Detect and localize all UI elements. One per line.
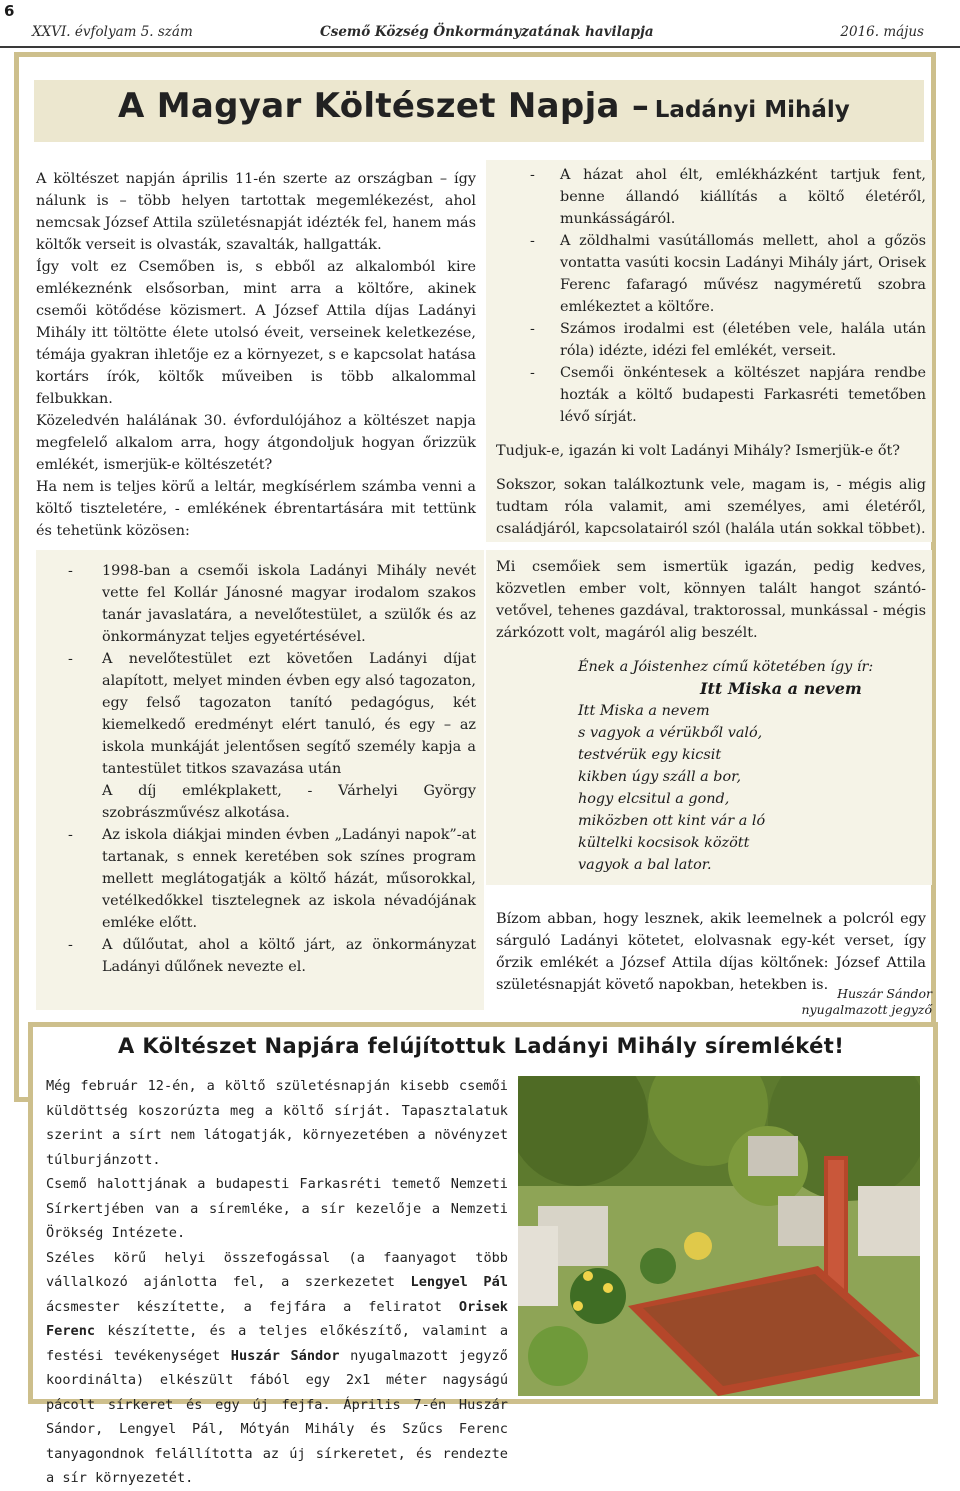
list-item: - Számos irodalmi est (életében vele, halála után róla) idézte, idézi fel emlékét, verseit.	[530, 321, 926, 359]
second-article-title: A Költészet Napjára felújítottuk Ladányi Mihály síremlékét!	[118, 1034, 845, 1058]
intro-paragraph: Ha nem is teljes körű a leltár, megkísérlem számba venni a költő tiszteletére, - emlékének ébrentartására mit tettünk és tehetünk közösen:	[36, 479, 476, 539]
page-number: 6	[4, 2, 15, 20]
title-main: A Magyar Költészet Napja –	[118, 86, 650, 126]
second-article-body	[46, 1074, 508, 1491]
article-title	[118, 86, 858, 126]
author-role: nyugalmazott jegyző	[801, 1002, 932, 1017]
poem-line: kültelki kocsisok között	[578, 835, 750, 851]
running-header	[30, 22, 928, 44]
list-item: - 1998-ban a csemői iskola Ladányi Mihály nevét vette fel Kollár Jánosné magyar irodalom szakos tanár javaslatára, a nevelőtestület, a szülők és az önkormányzat teljes egyetértésével.	[68, 563, 476, 645]
article-paragraph: Széles körű helyi összefogással (a faanyagot több vállalkozó ajánlotta fel, a szerkezetet Lengyel Pál ácsmester készítette, a fejfára a feliratot Orisek Ferenc készítette, és a teljes előkészítő, valamint a festési tevékenységet Huszár Sándor nyugalmazott jegyző koordinálta) elkészült fából egy 2x1 méter nagyságú pácolt sírkeret és egy új fejfa. Április 7-én Huszár Sándor, Lengyel Pál, Mótyán Mihály és Szűcs Ferenc tanyagondnok felállította az új sírkeretet, és rendezte a sír környezetét.	[46, 1249, 508, 1486]
poem-intro: Ének a Jóistenhez című kötetében így ír:	[578, 659, 874, 675]
tribute-list-left	[64, 560, 476, 978]
reflection-column	[496, 556, 926, 644]
poem-line: Itt Miska a nevem	[578, 703, 710, 719]
intro-column	[36, 168, 476, 542]
list-item: - A dűlőutat, ahol a költő járt, az önkormányzat Ladányi dűlőnek nevezte el.	[68, 937, 476, 975]
author-signature	[802, 986, 933, 1018]
grave-photo	[518, 1076, 920, 1396]
list-item: - A nevelőtestület ezt követően Ladányi díjat alapított, melyet minden évben egy alsó tagozaton, egy felső tagozaton tanító pedagógus, két kiemelkedő eredményt elért tanuló, és egy – az iskola munkáját jelentősen segítő személy kapja a tantestület titkos szavazása után A díj emlékplakett, - Várhelyi György szobrászművész alkotása.	[68, 651, 476, 821]
name-highlight: Lengyel Pál	[410, 1274, 508, 1290]
article-paragraph: Csemő halottjának a budapesti Farkasréti temető Nemzeti Sírkertjében van a síremléke, a sír kezelője a Nemzeti Örökség Intézete.	[46, 1176, 508, 1241]
question-line: Tudjuk-e, igazán ki volt Ladányi Mihály? Ismerjük-e őt?	[496, 443, 900, 459]
tribute-list-right	[496, 164, 926, 540]
intro-paragraph: Közeledvén halálának 30. évfordulójához a költészet napja megfelelő alkalom arra, hogy átgondoljuk hogyan őrizzük emlékét, ismerjük-e költészetét?	[36, 413, 476, 473]
list-item: - Csemői önkéntesek a költészet napjára rendbe hozták a költő budapesti Farkasréti temetőben lévő sírját.	[530, 365, 926, 425]
name-highlight: Orisek Ferenc	[46, 1298, 508, 1339]
grave-photo-illustration	[518, 1076, 920, 1396]
header-divider	[0, 46, 960, 48]
poem-line: testvérük egy kicsit	[578, 747, 722, 763]
author-name: Huszár Sándor	[837, 986, 932, 1001]
intro-paragraph: Így volt ez Csemőben is, s ebből az alkalomból kire emlékeznénk elsősorban, mint arra a költőre, akinek csemői kötődése közismert. A József Attila díjas Ladányi Mihály itt töltötte élete utolsó éveit, verseinek keletkezése, témája gyakran ihletője ez a környezet, s e kapcsolat hatása kortárs írók, költők műveiben is több alkalommal felbukkan.	[36, 259, 476, 407]
poem-line: s vagyok a vérükből való,	[578, 725, 763, 741]
issue-date: 2016. május	[840, 24, 924, 40]
name-highlight: Huszár Sándor	[230, 1347, 340, 1364]
list-item: - A zöldhalmi vasútállomás mellett, ahol a gőzös vontatta vasúti kocsin Ladányi Mihály járt, Orisek Ferenc fafaragó művész nagyméretű szobra emlékeztet a költőre.	[530, 233, 926, 315]
reflection-paragraph: Sokszor, sokan találkoztunk vele, magam is, - mégis alig tudtam róla valamit, ami személyes, ami életéről, családjáról, kapcsolatairól szól (halála után sokkal többet).	[496, 477, 926, 537]
poem-line: kikben úgy száll a bor,	[578, 769, 742, 785]
article-paragraph: Még február 12-én, a költő születésnapján kisebb csemői küldöttség koszorúzta meg a költő sírját. Tapasztalatuk szerint a sírt nem látogatják, környezetében a növényzet túlburjánzott.	[46, 1078, 508, 1168]
title-sub: Ladányi Mihály	[654, 97, 850, 123]
list-item: - A házat ahol élt, emlékházként tartjuk fent, benne állandó kiállítás a költő életéről, munkásságáról.	[530, 167, 926, 227]
intro-paragraph: A költészet napján április 11-én szerte az országban – így nálunk is – több helyen tartottak megemlékezést, ahol nemcsak József Attila születésnapját idézték fel, hanem más költők verseit is olvasták, szavalták, hallgatták.	[36, 171, 476, 253]
list-item: - Az iskola diákjai minden évben „Ladányi napok”-at tartanak, s ennek keretében sok színes program mellett meglátogatják a költő házát, műsorokkal, vetélkedőkkel tisztelegnek az iskola névadójának emléke előtt.	[68, 827, 476, 931]
reflection-paragraph: Mi csemőiek sem ismertük igazán, pedig kedves, közvetlen ember volt, könnyen talált hangot szántó-vetővel, tehenes gazdával, traktorossal, munkással - mégis zárkózott volt, magáról alig beszélt.	[496, 559, 926, 641]
issue-label: XXVI. évfolyam 5. szám	[32, 24, 193, 40]
poem-line: miközben ott kint vár a ló	[578, 813, 766, 829]
poem-block	[578, 656, 908, 876]
poem-title: Itt Miska a nevem	[700, 679, 862, 698]
closing-paragraph: Bízom abban, hogy lesznek, akik leemelnek a polcról egy sárguló Ladányi kötetet, elolvasnak egy-két verset, így őrzik emlékét a József Attila díjas költőnek: József Attila születésnapját követő napokban, hetekben is.	[496, 911, 926, 994]
poem-line: vagyok a bal lator.	[578, 857, 712, 873]
poem-line: hogy elcsitul a gond,	[578, 791, 730, 807]
publication-name: Csemő Község Önkormányzatának havilapja	[320, 24, 654, 40]
